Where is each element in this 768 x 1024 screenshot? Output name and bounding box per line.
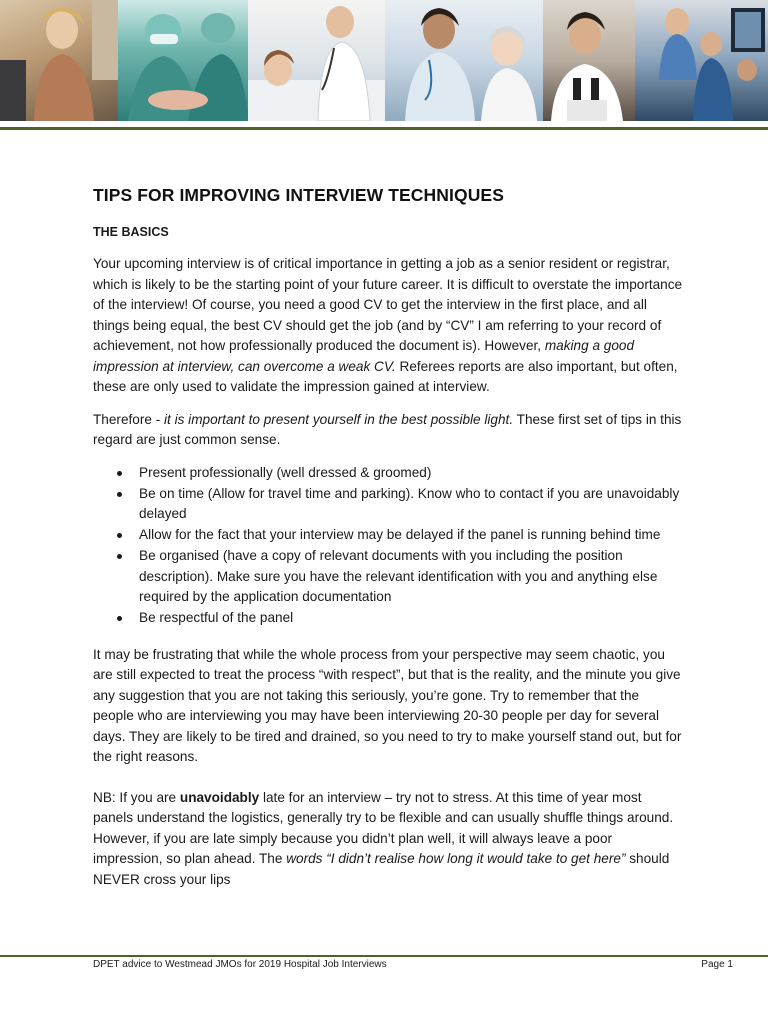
section-heading: THE BASICS — [93, 225, 169, 239]
nurse-patient-photo — [385, 0, 543, 121]
list-item: Allow for the fact that your interview may be delayed if the panel is running behind time — [139, 525, 683, 546]
list-item: Be on time (Allow for travel time and parking). Know who to contact if you are unavoidably delayed — [139, 484, 683, 525]
tips-list — [93, 463, 683, 629]
therefore-paragraph: Therefore - it is important to present yourself in the best possible light. These first set of tips in this regard are just common sense. — [93, 411, 682, 447]
nb-paragraph: NB: If you are unavoidably late for an interview – try not to stress. At this time of year most panels understand the logistics, generally try to be flexible and can usually shuffle things around. However, if you are late simply because you didn’t plan well, it will always leave a poor impression, so plan ahead. The words “I didn’t realise how long it would take to get here” should NEVER cross your lips — [93, 789, 674, 887]
list-item: Present professionally (well dressed & groomed) — [139, 463, 683, 484]
scan-review-photo — [635, 0, 768, 121]
list-item: Be organised (have a copy of relevant documents with you including the position description). Make sure you have the relevant identification with you and anything else required by the application documentation — [139, 546, 683, 608]
page-number: Page 1 — [701, 959, 733, 970]
top-divider-line — [0, 127, 768, 130]
child-patient-photo — [248, 0, 385, 121]
document-body — [93, 183, 683, 890]
respect-paragraph: It may be frustrating that while the whole process from your perspective may seem chaotic, you are still expected to treat the process “with respect”, but that is the reality, and the minute you give any suggestion that you are not taking this seriously, you’re gone. Try to remember that the people who are interviewing you may have been interviewing 20-30 people per day for several days. They are likely to be tired and drained, so you need to try to make yourself stand out, but for the right reasons. — [93, 646, 682, 764]
surgery-photo — [118, 0, 248, 121]
footer-text: DPET advice to Westmead JMOs for 2019 Hospital Job Interviews — [93, 959, 387, 970]
header-banner — [0, 0, 768, 121]
bottom-divider-line — [0, 955, 768, 957]
list-item: Be respectful of the panel — [139, 608, 683, 629]
microscope-photo — [543, 0, 635, 121]
page-footer — [93, 958, 733, 971]
intro-paragraph: Your upcoming interview is of critical importance in getting a job as a senior resident or registrar, which is likely to be the starting point of your future career. It is difficult to overstate the importance of the interview! Of course, you need a good CV to get the interview in the first place, and all things being equal, the best CV should get the job (and by “CV” I am referring to your record of achievement, not how professionally produced the document is). However, making a good impression at interview, can overcome a weak CV. Referees reports are also important, but often, these are only used to validate the impression gained at interview. — [93, 256, 683, 394]
document-title: TIPS FOR IMPROVING INTERVIEW TECHNIQUES — [93, 185, 504, 205]
consultation-photo — [0, 0, 118, 121]
